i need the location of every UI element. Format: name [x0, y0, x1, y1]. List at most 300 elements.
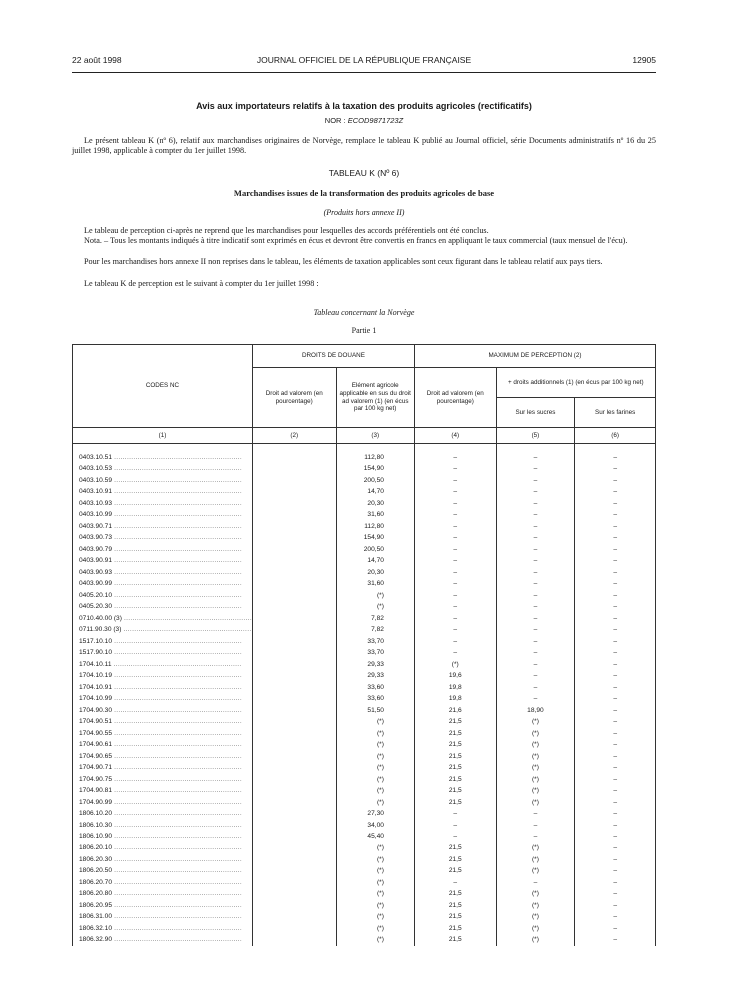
cell-max-ad-valorem: 19,8	[414, 682, 496, 693]
cell-farines: –	[575, 463, 656, 474]
cell-element-agricole: (*)	[336, 716, 414, 727]
table-row	[73, 923, 656, 934]
cell-droit-ad-valorem	[252, 498, 336, 509]
cell-farines: –	[575, 636, 656, 647]
cell-farines: –	[575, 716, 656, 727]
cell-code: 0403.90.91 ............................................................	[73, 555, 253, 566]
table-body	[73, 444, 656, 946]
cell-code: 1806.32.90 ............................................................	[73, 934, 253, 945]
table-row	[73, 774, 656, 785]
cell-code: 1806.20.10 ............................................................	[73, 842, 253, 853]
table-row	[73, 842, 656, 853]
table-row	[73, 682, 656, 693]
cell-sucres: –	[496, 647, 575, 658]
table-row	[73, 486, 656, 497]
cell-code: 0403.10.93 ............................................................	[73, 498, 253, 509]
cell-farines: –	[575, 682, 656, 693]
cell-farines: –	[575, 797, 656, 808]
cell-code: 1806.31.00 ............................................................	[73, 911, 253, 922]
cell-sucres: (*)	[496, 785, 575, 796]
cell-farines: –	[575, 739, 656, 750]
cell-sucres: (*)	[496, 865, 575, 876]
cell-droit-ad-valorem	[252, 865, 336, 876]
cell-element-agricole: (*)	[336, 751, 414, 762]
table-row	[73, 647, 656, 658]
cell-code: 1806.10.20 ............................................................	[73, 808, 253, 819]
cell-code: 1704.90.51 ............................................................	[73, 716, 253, 727]
leader-dots: ............................................................	[112, 764, 243, 772]
header-col4: Droit ad valorem (en pourcentage)	[414, 368, 496, 428]
table-row	[73, 532, 656, 543]
cell-droit-ad-valorem	[252, 670, 336, 681]
table-row	[73, 865, 656, 876]
leader-dots: ............................................................	[112, 557, 243, 565]
cell-code: 1704.10.91 ............................................................	[73, 682, 253, 693]
cell-max-ad-valorem: 21,5	[414, 797, 496, 808]
cell-max-ad-valorem: –	[414, 486, 496, 497]
header-journal-title: JOURNAL OFFICIEL DE LA RÉPUBLIQUE FRANÇAISE	[256, 55, 472, 65]
cell-code: 0405.20.30 ............................................................	[73, 601, 253, 612]
leader-dots: ............................................................	[112, 511, 243, 519]
cell-element-agricole: (*)	[336, 797, 414, 808]
cell-farines: –	[575, 934, 656, 945]
cell-max-ad-valorem: –	[414, 567, 496, 578]
cell-sucres: –	[496, 624, 575, 635]
cell-sucres: –	[496, 877, 575, 888]
hors-annexe-note: (Produits hors annexe II)	[323, 208, 405, 217]
leader-dots: ............................................................	[112, 476, 243, 484]
leader-dots: ............................................................	[112, 568, 243, 576]
cell-droit-ad-valorem	[252, 934, 336, 945]
table-row	[73, 854, 656, 865]
cell-max-ad-valorem: –	[414, 509, 496, 520]
cell-max-ad-valorem: 19,6	[414, 670, 496, 681]
leader-dots: ............................................................	[111, 660, 242, 668]
cell-max-ad-valorem: –	[414, 555, 496, 566]
cell-code: 1704.10.11 ............................................................	[73, 659, 253, 670]
cell-sucres: –	[496, 567, 575, 578]
cell-element-agricole: 154,90	[336, 532, 414, 543]
cell-max-ad-valorem: –	[414, 463, 496, 474]
leader-dots: ............................................................	[112, 810, 243, 818]
leader-dots: ............................................................	[112, 913, 243, 921]
paragraph-nota: Nota. – Tous les montants indiqués à titre indicatif sont exprimés en écus et devront être convertis en francs en appliquant le taux commercial (taux mensuel de l'écu).	[84, 236, 628, 245]
table-row	[73, 762, 656, 773]
cell-element-agricole: 33,60	[336, 682, 414, 693]
cell-max-ad-valorem: –	[414, 624, 496, 635]
cell-max-ad-valorem: 21,5	[414, 774, 496, 785]
cell-element-agricole: 31,60	[336, 578, 414, 589]
cell-element-agricole: (*)	[336, 911, 414, 922]
table-row	[73, 659, 656, 670]
cell-sucres: (*)	[496, 923, 575, 934]
leader-dots: ............................................................	[112, 936, 243, 944]
cell-element-agricole: (*)	[336, 590, 414, 601]
table-row	[73, 739, 656, 750]
colnum-3: (3)	[336, 428, 414, 444]
header-codes-nc: CODES NC	[73, 345, 253, 428]
cell-element-agricole: (*)	[336, 877, 414, 888]
leader-dots: ............................................................	[112, 672, 243, 680]
cell-element-agricole: 33,60	[336, 693, 414, 704]
leader-dots: ............................................................	[112, 522, 243, 530]
cell-max-ad-valorem: –	[414, 590, 496, 601]
cell-code: 1704.90.71 ............................................................	[73, 762, 253, 773]
page-header	[72, 55, 656, 69]
leader-dots: ............................................................	[112, 878, 243, 886]
cell-code: 1806.20.80 ............................................................	[73, 888, 253, 899]
cell-farines: –	[575, 624, 656, 635]
cell-droit-ad-valorem	[252, 877, 336, 888]
leader-dots: ............................................................	[112, 603, 243, 611]
cell-sucres: (*)	[496, 854, 575, 865]
cell-sucres: –	[496, 613, 575, 624]
cell-max-ad-valorem: –	[414, 475, 496, 486]
cell-code: 1704.90.55 ............................................................	[73, 728, 253, 739]
leader-dots: ............................................................	[112, 695, 243, 703]
cell-code: 0403.90.71 ............................................................	[73, 521, 253, 532]
cell-element-agricole: (*)	[336, 900, 414, 911]
leader-dots: ............................................................	[112, 741, 243, 749]
cell-element-agricole: 112,80	[336, 521, 414, 532]
cell-code: 0403.10.59 ............................................................	[73, 475, 253, 486]
leader-dots: ............................................................	[112, 545, 243, 553]
cell-droit-ad-valorem	[252, 682, 336, 693]
table-row	[73, 567, 656, 578]
cell-farines: –	[575, 544, 656, 555]
cell-sucres: –	[496, 670, 575, 681]
cell-element-agricole: 33,70	[336, 636, 414, 647]
leader-dots: ............................................................	[121, 626, 252, 634]
cell-farines: –	[575, 555, 656, 566]
cell-element-agricole: 154,90	[336, 463, 414, 474]
cell-element-agricole: 45,40	[336, 831, 414, 842]
cell-element-agricole: (*)	[336, 842, 414, 853]
table-row	[73, 808, 656, 819]
cell-sucres: –	[496, 463, 575, 474]
cell-sucres: –	[496, 659, 575, 670]
cell-farines: –	[575, 877, 656, 888]
table-row	[73, 934, 656, 945]
cell-sucres: –	[496, 601, 575, 612]
leader-dots: ............................................................	[112, 821, 243, 829]
cell-max-ad-valorem: 21,5	[414, 739, 496, 750]
cell-code: 0405.20.10 ............................................................	[73, 590, 253, 601]
leader-dots: ............................................................	[112, 706, 243, 714]
cell-max-ad-valorem: –	[414, 831, 496, 842]
cell-max-ad-valorem: –	[414, 452, 496, 463]
leader-dots: ............................................................	[112, 901, 243, 909]
cell-code: 0403.10.91 ............................................................	[73, 486, 253, 497]
paragraph-4: Le tableau K de perception est le suivant à compter du 1er juillet 1998 :	[84, 279, 319, 288]
cell-code: 1704.90.30 ............................................................	[73, 705, 253, 716]
leader-dots: ............................................................	[112, 798, 243, 806]
cell-farines: –	[575, 911, 656, 922]
cell-droit-ad-valorem	[252, 774, 336, 785]
cell-max-ad-valorem: 21,5	[414, 728, 496, 739]
table-row	[73, 670, 656, 681]
cell-farines: –	[575, 820, 656, 831]
cell-droit-ad-valorem	[252, 647, 336, 658]
header-rule	[72, 72, 656, 73]
cell-code: 1704.10.19 ............................................................	[73, 670, 253, 681]
table-row	[73, 911, 656, 922]
cell-farines: –	[575, 509, 656, 520]
cell-farines: –	[575, 601, 656, 612]
cell-farines: –	[575, 578, 656, 589]
leader-dots: ............................................................	[112, 534, 243, 542]
leader-dots: ............................................................	[112, 683, 243, 691]
cell-farines: –	[575, 808, 656, 819]
cell-droit-ad-valorem	[252, 659, 336, 670]
cell-sucres: –	[496, 820, 575, 831]
cell-max-ad-valorem: 21,5	[414, 751, 496, 762]
leader-dots: ............................................................	[112, 729, 243, 737]
cell-droit-ad-valorem	[252, 636, 336, 647]
cell-droit-ad-valorem	[252, 751, 336, 762]
cell-element-agricole: 51,50	[336, 705, 414, 716]
cell-code: 1517.90.10 ............................................................	[73, 647, 253, 658]
cell-element-agricole: (*)	[336, 728, 414, 739]
cell-farines: –	[575, 693, 656, 704]
cell-droit-ad-valorem	[252, 762, 336, 773]
header-page-number: 12905	[632, 55, 656, 65]
header-maximum-perception: MAXIMUM DE PERCEPTION (2)	[414, 345, 655, 368]
table-row	[73, 877, 656, 888]
cell-sucres: (*)	[496, 900, 575, 911]
cell-droit-ad-valorem	[252, 486, 336, 497]
cell-max-ad-valorem: 21,5	[414, 900, 496, 911]
cell-max-ad-valorem: 21,5	[414, 785, 496, 796]
cell-element-agricole: 31,60	[336, 509, 414, 520]
cell-farines: –	[575, 842, 656, 853]
cell-droit-ad-valorem	[252, 601, 336, 612]
cell-element-agricole: 29,33	[336, 659, 414, 670]
cell-sucres: (*)	[496, 774, 575, 785]
cell-droit-ad-valorem	[252, 521, 336, 532]
leader-dots: ............................................................	[112, 775, 243, 783]
cell-element-agricole: (*)	[336, 854, 414, 865]
cell-droit-ad-valorem	[252, 888, 336, 899]
cell-sucres: –	[496, 475, 575, 486]
cell-droit-ad-valorem	[252, 475, 336, 486]
cell-farines: –	[575, 923, 656, 934]
table-row	[73, 544, 656, 555]
table-row	[73, 463, 656, 474]
table-row	[73, 521, 656, 532]
cell-max-ad-valorem: 21,5	[414, 923, 496, 934]
cell-max-ad-valorem: –	[414, 601, 496, 612]
cell-farines: –	[575, 452, 656, 463]
cell-farines: –	[575, 762, 656, 773]
table-row	[73, 590, 656, 601]
cell-element-agricole: 29,33	[336, 670, 414, 681]
table-row	[73, 613, 656, 624]
cell-sucres: –	[496, 532, 575, 543]
cell-code: 0403.90.99 ............................................................	[73, 578, 253, 589]
cell-element-agricole: 14,70	[336, 486, 414, 497]
cell-element-agricole: (*)	[336, 785, 414, 796]
leader-dots: ............................................................	[112, 787, 243, 795]
cell-element-agricole: 20,30	[336, 498, 414, 509]
cell-max-ad-valorem: –	[414, 521, 496, 532]
cell-max-ad-valorem: 21,5	[414, 716, 496, 727]
cell-sucres: (*)	[496, 716, 575, 727]
cell-droit-ad-valorem	[252, 532, 336, 543]
cell-max-ad-valorem: 21,5	[414, 888, 496, 899]
cell-droit-ad-valorem	[252, 452, 336, 463]
tableau-title: TABLEAU K (Nº 6)	[328, 168, 400, 178]
cell-code: 1806.20.70 ............................................................	[73, 877, 253, 888]
cell-sucres: (*)	[496, 739, 575, 750]
table-row	[73, 578, 656, 589]
cell-farines: –	[575, 854, 656, 865]
cell-farines: –	[575, 475, 656, 486]
cell-element-agricole: 200,50	[336, 544, 414, 555]
cell-code: 0403.10.53 ............................................................	[73, 463, 253, 474]
cell-code: 1806.20.30 ............................................................	[73, 854, 253, 865]
table-row	[73, 693, 656, 704]
cell-farines: –	[575, 498, 656, 509]
cell-max-ad-valorem: –	[414, 636, 496, 647]
cell-element-agricole: 34,00	[336, 820, 414, 831]
cell-droit-ad-valorem	[252, 797, 336, 808]
table-row	[73, 728, 656, 739]
cell-droit-ad-valorem	[252, 567, 336, 578]
cell-element-agricole: (*)	[336, 762, 414, 773]
cell-max-ad-valorem: 21,5	[414, 762, 496, 773]
cell-code: 1704.90.65 ............................................................	[73, 751, 253, 762]
cell-element-agricole: 33,70	[336, 647, 414, 658]
cell-sucres: –	[496, 509, 575, 520]
cell-element-agricole: 27,30	[336, 808, 414, 819]
cell-code: 1806.10.90 ............................................................	[73, 831, 253, 842]
nor-code: ECOD9871723Z	[347, 116, 404, 125]
cell-element-agricole: (*)	[336, 739, 414, 750]
cell-droit-ad-valorem	[252, 820, 336, 831]
cell-farines: –	[575, 831, 656, 842]
cell-max-ad-valorem: –	[414, 578, 496, 589]
cell-sucres: (*)	[496, 842, 575, 853]
cell-max-ad-valorem: 21,5	[414, 934, 496, 945]
cell-droit-ad-valorem	[252, 624, 336, 635]
cell-max-ad-valorem: –	[414, 808, 496, 819]
nor-reference	[72, 116, 656, 125]
table-row	[73, 624, 656, 635]
cell-droit-ad-valorem	[252, 590, 336, 601]
cell-max-ad-valorem: 21,6	[414, 705, 496, 716]
header-col5: Sur les sucres	[496, 398, 575, 428]
leader-dots: ............................................................	[112, 832, 243, 840]
cell-sucres: –	[496, 682, 575, 693]
cell-farines: –	[575, 670, 656, 681]
cell-code: 1704.90.99 ............................................................	[73, 797, 253, 808]
cell-farines: –	[575, 728, 656, 739]
header-date: 22 août 1998	[72, 55, 122, 65]
cell-code: 0403.90.93 ............................................................	[73, 567, 253, 578]
table-row	[73, 601, 656, 612]
cell-code: 1517.10.10 ............................................................	[73, 636, 253, 647]
leader-dots: ............................................................	[112, 580, 243, 588]
cell-sucres: –	[496, 636, 575, 647]
leader-dots: ............................................................	[112, 488, 243, 496]
colnum-5: (5)	[496, 428, 575, 444]
leader-dots: ............................................................	[112, 718, 243, 726]
tableau-subtitle: Marchandises issues de la transformation des produits agricoles de base	[233, 188, 495, 198]
nor-label: NOR :	[324, 116, 346, 125]
cell-farines: –	[575, 590, 656, 601]
cell-sucres: –	[496, 590, 575, 601]
cell-farines: –	[575, 532, 656, 543]
cell-code: 1806.32.10 ............................................................	[73, 923, 253, 934]
cell-droit-ad-valorem	[252, 544, 336, 555]
cell-droit-ad-valorem	[252, 842, 336, 853]
paragraph-3: Pour les marchandises hors annexe II non reprises dans le tableau, les éléments de taxation applicables sont ceux figurant dans le tableau relatif aux pays tiers.	[84, 257, 603, 266]
cell-max-ad-valorem: 21,5	[414, 854, 496, 865]
cell-sucres: (*)	[496, 762, 575, 773]
cell-code: 0403.10.51 ............................................................	[73, 452, 253, 463]
cell-max-ad-valorem: –	[414, 877, 496, 888]
cell-droit-ad-valorem	[252, 716, 336, 727]
intro-paragraph: Le présent tableau K (nº 6), relatif aux marchandises originaires de Norvège, remplace le tableau K publié au Journal officiel, série Documents administratifs nº 16 du 25 juillet 1998, applicable à compter du 1er juillet 1998.	[72, 136, 656, 156]
cell-max-ad-valorem: –	[414, 820, 496, 831]
cell-droit-ad-valorem	[252, 578, 336, 589]
cell-droit-ad-valorem	[252, 911, 336, 922]
cell-farines: –	[575, 785, 656, 796]
cell-farines: –	[575, 865, 656, 876]
cell-element-agricole: 7,82	[336, 613, 414, 624]
table-row	[73, 716, 656, 727]
header-col6: Sur les farines	[575, 398, 656, 428]
leader-dots: ............................................................	[112, 867, 243, 875]
cell-max-ad-valorem: 21,5	[414, 842, 496, 853]
cell-sucres: (*)	[496, 934, 575, 945]
cell-element-agricole: 7,82	[336, 624, 414, 635]
cell-sucres: (*)	[496, 728, 575, 739]
table-spacer-row	[73, 444, 656, 453]
perception-table	[72, 344, 656, 946]
cell-farines: –	[575, 900, 656, 911]
table-row	[73, 831, 656, 842]
leader-dots: ............................................................	[112, 465, 243, 473]
cell-max-ad-valorem: (*)	[414, 659, 496, 670]
cell-droit-ad-valorem	[252, 555, 336, 566]
cell-max-ad-valorem: 21,5	[414, 911, 496, 922]
cell-element-agricole: (*)	[336, 865, 414, 876]
cell-sucres: –	[496, 498, 575, 509]
cell-element-agricole: (*)	[336, 774, 414, 785]
cell-sucres: (*)	[496, 911, 575, 922]
table-row	[73, 498, 656, 509]
table-row	[73, 636, 656, 647]
colnum-6: (6)	[575, 428, 656, 444]
cell-droit-ad-valorem	[252, 693, 336, 704]
table-row	[73, 888, 656, 899]
cell-code: 1806.10.30 ............................................................	[73, 820, 253, 831]
cell-code: 0403.90.73 ............................................................	[73, 532, 253, 543]
cell-code: 1806.20.50 ............................................................	[73, 865, 253, 876]
cell-sucres: –	[496, 544, 575, 555]
header-col3: Elément agricole applicable en sus du droit ad valorem (1) (en écus par 100 kg net)	[336, 368, 414, 428]
table-caption: Tableau concernant la Norvège	[313, 308, 415, 317]
cell-code: 1806.20.95 ............................................................	[73, 900, 253, 911]
cell-max-ad-valorem: 19,8	[414, 693, 496, 704]
cell-droit-ad-valorem	[252, 463, 336, 474]
cell-sucres: –	[496, 486, 575, 497]
cell-sucres: –	[496, 578, 575, 589]
cell-farines: –	[575, 705, 656, 716]
leader-dots: ............................................................	[112, 649, 243, 657]
